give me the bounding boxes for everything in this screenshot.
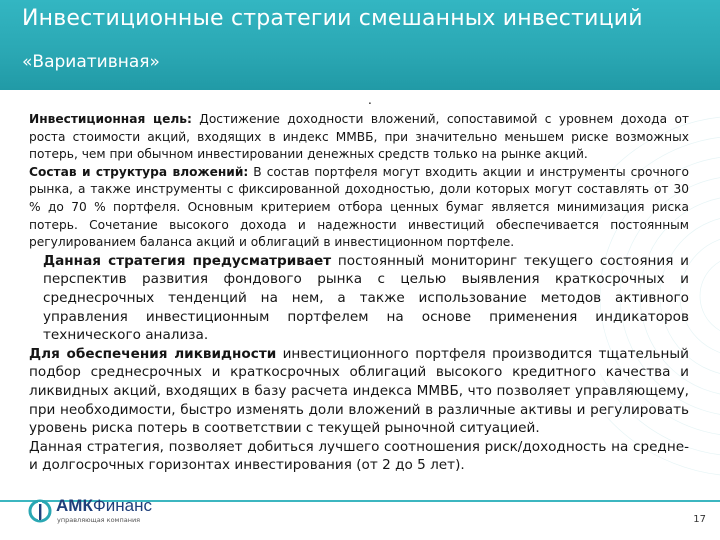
page-number: 17: [693, 514, 706, 525]
bullet-marker: .: [368, 93, 372, 107]
logo-name-bold: АМК: [56, 496, 93, 515]
paragraph-text: Достижение доходности вложений, сопоставимой с уровнем дохода от роста стоимости акций, входящих в индекс ММВБ, при значительно меньшем риске возможных потерь, чем при обычном инвестировании денежных средств только на рынке акций.: [29, 112, 690, 162]
logo-name: [56, 496, 152, 516]
paragraph-lead: Инвестиционная цель:: [29, 112, 192, 126]
slide-body: [29, 111, 689, 475]
paragraph-conclusion: [29, 438, 689, 475]
paragraph-liquidity: [29, 345, 689, 438]
company-logo: [28, 494, 168, 530]
paragraph-lead: Состав и структура вложений:: [29, 164, 249, 179]
paragraph-lead: Данная стратегия предусматривает: [43, 252, 332, 269]
paragraph-text: Данная стратегия, позволяет добиться лучшего соотношения риск/доходность на средне- и долгосрочных горизонтах инвестирования (от 2 до 5 лет).: [29, 438, 689, 474]
paragraph-lead: Для обеспечения ликвидности: [29, 345, 277, 362]
slide-title: Инвестиционные стратегии смешанных инвестиций: [22, 6, 643, 31]
logo-emblem-icon: [28, 496, 52, 526]
paragraph-portfolio-structure: [29, 164, 689, 252]
logo-tagline: управляющая компания: [57, 516, 141, 524]
paragraph-text: инвестиционного портфеля производится тщательный подбор среднесрочных и краткосрочных облигаций высокого кредитного качества и ликвидных акций, входящих в базу расчета индекса ММВБ, что позволяет управляющему, при необходимости, быстро изменять доли вложений в различные активы и регулировать уровень риска потерь в соответствии с текущей рыночной ситуацией.: [29, 345, 690, 437]
paragraph-text: постоянный мониторинг текущего состояния и перспектив развития фондового рынка с целью выявления краткосрочных и среднесрочных тенденций на нем, а также использование методов активного управления инвестиционным портфелем на основе применения индикаторов технического анализа.: [43, 252, 690, 344]
paragraph-text: В состав портфеля могут входить акции и инструменты срочного рынка, а также инструменты с фиксированной доходностью, доли которых могут составлять от 30 % до 70 % портфеля. Основным критерием отбора ценных бумаг является минимизация риска потерь. Сочетание высокого дохода и надежности инвестиций обеспечивается постоянным регулированием баланса акций и облигаций в инвестиционном портфеле.: [29, 164, 689, 250]
slide-header: [0, 0, 720, 90]
logo-name-thin: Финанс: [92, 496, 152, 515]
slide-subtitle: «Вариативная»: [22, 52, 160, 72]
paragraph-investment-goal: [29, 111, 689, 164]
paragraph-strategy-monitoring: [29, 252, 689, 345]
